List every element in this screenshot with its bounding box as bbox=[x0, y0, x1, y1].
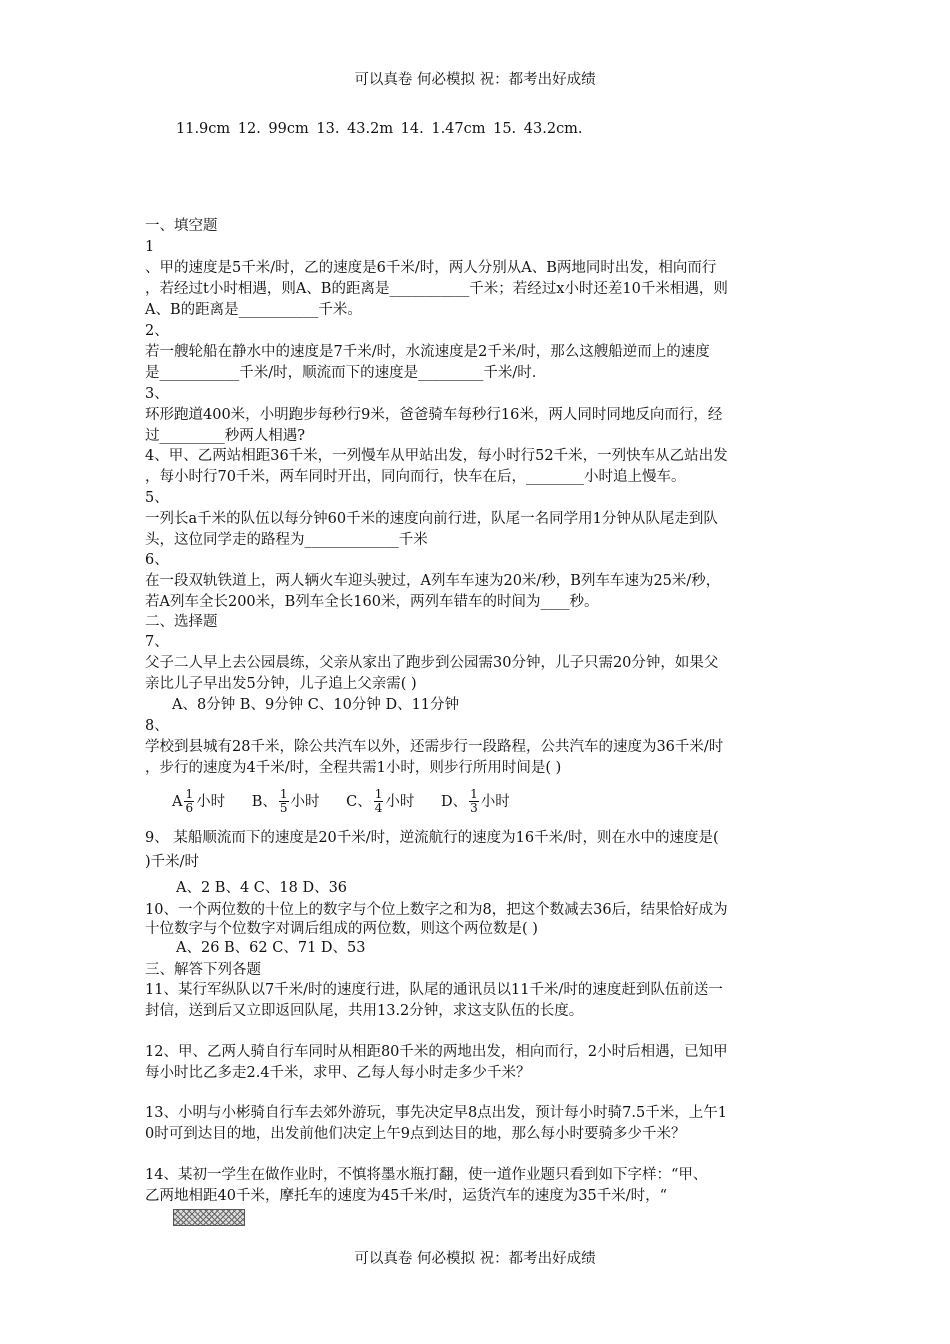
q11-line-2: 封信，送到后又立即返回队尾，共用13.2分钟，求这支队伍的长度。 bbox=[145, 1003, 584, 1019]
q5-line-1: 一列长a千米的队伍以每分钟60千米的速度向前行进，队尾一名同学用1分钟从队尾走到队 bbox=[145, 511, 718, 527]
fraction: $\frac{1}{6}$ bbox=[185, 787, 194, 815]
q14-line-2: 乙两地相距40千米，摩托车的速度为45千米/时，运货汽车的速度为35千米/时，“ bbox=[145, 1188, 668, 1204]
ink-blot-pattern bbox=[173, 1209, 245, 1226]
q8-option-c: C、 $\frac{1}{4}$ 小时 bbox=[346, 787, 415, 815]
q8-option-a: A $\frac{1}{6}$ 小时 bbox=[172, 787, 226, 815]
fraction: $\frac{1}{4}$ bbox=[374, 787, 383, 815]
q2-line-2: 是___________千米/时，顺流而下的速度是_________千米/时. bbox=[145, 365, 537, 381]
section-multiple-choice: 二、选择题 bbox=[145, 614, 218, 630]
q4-line-2: ，每小时行70千米，两车同时开出，同向而行，快车在后，________小时追上慢车。 bbox=[145, 469, 686, 485]
q7-line-2: 亲比儿子早出发5分钟，儿子追上父亲需( ) bbox=[145, 676, 417, 692]
q2-line-1: 若一艘轮船在静水中的速度是7千米/时，水流速度是2千米/时，那么这艘船逆而上的速度 bbox=[145, 344, 710, 360]
q1-number: 1 bbox=[145, 239, 155, 255]
q5-number: 5、 bbox=[145, 490, 169, 506]
q7-line-1: 父子二人早上去公园晨练，父亲从家出了跑步到公园需30分钟，儿子只需20分钟，如果父 bbox=[145, 655, 719, 671]
q2-number: 2、 bbox=[145, 323, 169, 339]
q4-line-1: 4、甲、乙两站相距36千米，一列慢车从甲站出发，每小时行52千米，一列快车从乙站出发 bbox=[145, 448, 728, 464]
q6-line-1: 在一段双轨铁道上，两人辆火车迎头驶过，A列车车速为20米/秒，B列车车速为25米/秒， bbox=[145, 573, 721, 589]
q14-line-1: 14、某初一学生在做作业时，不慎将墨水瓶打翻，使一道作业题只看到如下字样：“甲、 bbox=[145, 1167, 708, 1183]
q8-options bbox=[172, 788, 532, 815]
q9-line-2: )千米/时 bbox=[145, 854, 200, 870]
page-footer: 可以真卷 何必模拟 祝：都考出好成绩 bbox=[354, 1251, 596, 1267]
q7-number: 7、 bbox=[145, 634, 169, 650]
q8-line-2: ，步行的速度为4千米/时，全程共需1小时，则步行所用时间是( ) bbox=[145, 760, 562, 776]
q9-options: A、2 B、4 C、18 D、36 bbox=[176, 880, 348, 896]
q6-line-2: 若A列车全长200米，B列车全长160米，两列车错车的时间为____秒。 bbox=[145, 594, 599, 610]
q11-line-1: 11、某行军纵队以7千米/时的速度行进，队尾的通讯员以11千米/时的速度赶到队伍前送一 bbox=[145, 982, 723, 998]
section-solve: 三、解答下列各题 bbox=[145, 962, 261, 978]
q3-line-2: 过_________秒两人相遇? bbox=[145, 428, 306, 444]
q1-line-2: ，若经过t小时相遇，则A、B的距离是___________千米；若经过x小时还差10千米相遇，则 bbox=[145, 281, 728, 297]
q8-option-d: D、 $\frac{1}{3}$ 小时 bbox=[441, 787, 510, 815]
q10-line-1: 10、一个两位数的十位上的数字与个位上数字之和为8，把这个数减去36后，结果恰好成为 bbox=[145, 902, 728, 918]
fraction: $\frac{1}{5}$ bbox=[279, 787, 288, 815]
q8-option-b: B、 $\frac{1}{5}$ 小时 bbox=[251, 787, 320, 815]
q10-line-2: 十位数字与个位数字对调后组成的两位数，则这个两位数是( ) bbox=[145, 921, 538, 937]
q9-line-1: 9、 某船顺流而下的速度是20千米/时，逆流航行的速度为16千米/时，则在水中的速度是( bbox=[145, 830, 719, 846]
q8-line-1: 学校到县城有28千米，除公共汽车以外，还需步行一段路程，公共汽车的速度为36千米/时 bbox=[145, 739, 724, 755]
q8-number: 8、 bbox=[145, 718, 169, 734]
q12-line-1: 12、甲、乙两人骑自行车同时从相距80千米的两地出发，相向而行，2小时后相遇，已知甲 bbox=[145, 1044, 728, 1060]
section-fill-in: 一、填空题 bbox=[145, 218, 218, 234]
q6-number: 6、 bbox=[145, 552, 169, 568]
q1-line-1: 、甲的速度是5千米/时，乙的速度是6千米/时，两人分别从A、B两地同时出发，相向而行 bbox=[145, 260, 717, 276]
q3-line-1: 环形跑道400米，小明跑步每秒行9米，爸爸骑车每秒行16米，两人同时同地反向而行，经 bbox=[145, 407, 723, 423]
q7-options: A、8分钟 B、9分钟 C、10分钟 D、11分钟 bbox=[172, 697, 460, 713]
q5-line-2: 头，这位同学走的路程为_____________千米 bbox=[145, 532, 428, 548]
q13-line-1: 13、小明与小彬骑自行车去郊外游玩，事先决定早8点出发，预计每小时骑7.5千米，上午1 bbox=[145, 1105, 727, 1121]
q10-options: A、26 B、62 C、71 D、53 bbox=[176, 940, 366, 956]
page-header: 可以真卷 何必模拟 祝：都考出好成绩 bbox=[354, 72, 596, 88]
q3-number: 3、 bbox=[145, 386, 169, 402]
fraction: $\frac{1}{3}$ bbox=[470, 787, 478, 815]
q12-line-2: 每小时比乙多走2.4千米，求甲、乙每人每小时走多少千米？ bbox=[145, 1065, 531, 1081]
q1-line-3: A、B的距离是___________千米。 bbox=[145, 302, 362, 318]
q13-line-2: 0时可到达目的地，出发前他们决定上午9点到达目的地，那么每小时要骑多少千米？ bbox=[145, 1126, 686, 1142]
answer-line: 11.9cm 12. 99cm 13. 43.2m 14. 1.47cm 15. 43.2cm. bbox=[176, 121, 583, 137]
